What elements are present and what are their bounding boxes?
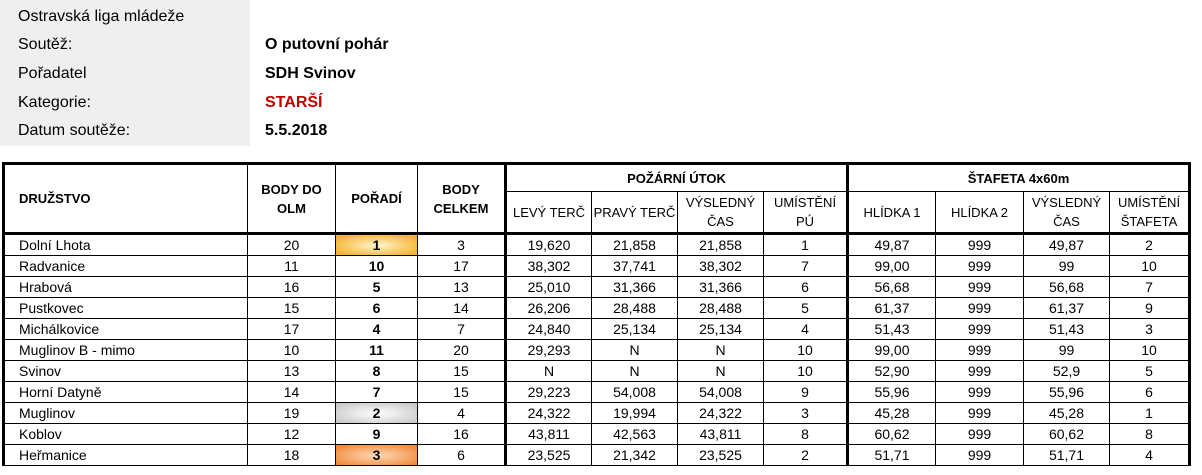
table-cell: 19,994 — [592, 403, 678, 424]
table-cell: 7 — [1110, 277, 1190, 298]
table-cell: 5 — [764, 298, 848, 319]
subheader-cell: PRAVÝ TERČ — [592, 192, 678, 234]
table-cell: 99 — [1024, 340, 1110, 361]
subheader-cell: UMÍSTĚNÍ PÚ — [764, 192, 848, 234]
table-cell: 15 — [418, 382, 506, 403]
team-name: Hrabová — [4, 277, 248, 298]
results-table — [2, 162, 1191, 466]
table-row — [4, 319, 1190, 340]
table-cell: N — [678, 340, 764, 361]
table-row — [4, 424, 1190, 445]
team-name: Dolní Lhota — [4, 234, 248, 256]
table-cell: 51,71 — [1024, 445, 1110, 466]
table-cell: 4 — [418, 403, 506, 424]
table-cell: 999 — [936, 319, 1024, 340]
group-stafeta: ŠTAFETA 4x60m — [848, 164, 1190, 192]
table-row — [4, 382, 1190, 403]
table-cell: 29,223 — [506, 382, 592, 403]
header-value: O putovní pohár — [265, 36, 389, 53]
table-cell: 999 — [936, 424, 1024, 445]
table-cell: 43,811 — [678, 424, 764, 445]
table-cell: 6 — [764, 277, 848, 298]
table-cell: 21,858 — [678, 234, 764, 256]
table-cell: 10 — [764, 340, 848, 361]
table-cell: 25,134 — [592, 319, 678, 340]
rank-cell: 6 — [336, 298, 418, 319]
table-cell: 10 — [248, 340, 336, 361]
table-cell: 49,87 — [1024, 234, 1110, 256]
table-cell: 99,00 — [848, 256, 936, 277]
table-row — [4, 361, 1190, 382]
group-pozarni-utok: POŽÁRNÍ ÚTOK — [506, 164, 848, 192]
rank-cell: 3 — [336, 445, 418, 466]
table-cell: 14 — [418, 298, 506, 319]
table-cell: 999 — [936, 445, 1024, 466]
table-cell: 56,68 — [848, 277, 936, 298]
table-cell: 15 — [248, 298, 336, 319]
table-cell: 54,008 — [678, 382, 764, 403]
rank-cell: 8 — [336, 361, 418, 382]
table-cell: 17 — [418, 256, 506, 277]
table-cell: 7 — [418, 319, 506, 340]
table-row — [4, 340, 1190, 361]
table-cell: 16 — [248, 277, 336, 298]
table-cell: 999 — [936, 361, 1024, 382]
table-row — [4, 277, 1190, 298]
table-cell: 21,858 — [592, 234, 678, 256]
team-name: Horní Datyně — [4, 382, 248, 403]
header-value: STARŠÍ — [265, 94, 323, 111]
table-cell: N — [506, 361, 592, 382]
table-cell: 45,28 — [1024, 403, 1110, 424]
table-row — [4, 445, 1190, 466]
rank-cell: 2 — [336, 403, 418, 424]
table-cell: 60,62 — [1024, 424, 1110, 445]
rank-cell: 10 — [336, 256, 418, 277]
subheader-cell: UMÍSTĚNÍ ŠTAFETA — [1110, 192, 1190, 234]
header-value: SDH Svinov — [265, 65, 356, 82]
table-cell: 51,43 — [1024, 319, 1110, 340]
table-cell: 1 — [764, 234, 848, 256]
rank-cell: 4 — [336, 319, 418, 340]
team-name: Muglinov — [4, 403, 248, 424]
table-cell: 16 — [418, 424, 506, 445]
table-cell: 12 — [248, 424, 336, 445]
table-cell: 31,366 — [678, 277, 764, 298]
table-cell: 99,00 — [848, 340, 936, 361]
table-cell: 55,96 — [848, 382, 936, 403]
table-cell: 52,9 — [1024, 361, 1110, 382]
table-cell: 999 — [936, 340, 1024, 361]
table-cell: 51,71 — [848, 445, 936, 466]
table-cell: 61,37 — [1024, 298, 1110, 319]
table-cell: 54,008 — [592, 382, 678, 403]
table-cell: 999 — [936, 277, 1024, 298]
col-body-celkem: BODY CELKEM — [418, 164, 506, 234]
rank-cell: 9 — [336, 424, 418, 445]
table-cell: 6 — [1110, 382, 1190, 403]
table-cell: 49,87 — [848, 234, 936, 256]
rank-cell: 5 — [336, 277, 418, 298]
table-cell: 3 — [764, 403, 848, 424]
table-cell: 45,28 — [848, 403, 936, 424]
col-druzstvo: DRUŽSTVO — [4, 164, 248, 234]
table-cell: 8 — [764, 424, 848, 445]
col-poradi: POŘADÍ — [336, 164, 418, 234]
table-cell: 11 — [248, 256, 336, 277]
table-cell: 38,302 — [678, 256, 764, 277]
table-cell: 999 — [936, 234, 1024, 256]
table-cell: 13 — [418, 277, 506, 298]
table-cell: 10 — [764, 361, 848, 382]
table-cell: 56,68 — [1024, 277, 1110, 298]
table-cell: 28,488 — [592, 298, 678, 319]
table-cell: 1 — [1110, 403, 1190, 424]
table-cell: 24,322 — [506, 403, 592, 424]
team-name: Radvanice — [4, 256, 248, 277]
table-cell: 4 — [764, 319, 848, 340]
table-cell: 14 — [248, 382, 336, 403]
table-cell: 37,741 — [592, 256, 678, 277]
table-cell: 9 — [1110, 298, 1190, 319]
table-cell: 60,62 — [848, 424, 936, 445]
table-cell: 28,488 — [678, 298, 764, 319]
header-label: Datum soutěže: — [18, 122, 131, 139]
header-label: Soutěž: — [18, 36, 73, 53]
table-cell: 5 — [1110, 361, 1190, 382]
table-cell: 13 — [248, 361, 336, 382]
table-row — [4, 256, 1190, 277]
table-cell: 7 — [764, 256, 848, 277]
table-cell: 999 — [936, 298, 1024, 319]
table-cell: 23,525 — [506, 445, 592, 466]
subheader-cell: LEVÝ TERČ — [506, 192, 592, 234]
table-cell: 2 — [1110, 234, 1190, 256]
table-cell: 999 — [936, 382, 1024, 403]
table-cell: 10 — [1110, 256, 1190, 277]
team-name: Pustkovec — [4, 298, 248, 319]
subheader-cell: VÝSLEDNÝ ČAS — [678, 192, 764, 234]
table-cell: 38,302 — [506, 256, 592, 277]
table-cell: 23,525 — [678, 445, 764, 466]
rank-cell: 11 — [336, 340, 418, 361]
table-cell: 29,293 — [506, 340, 592, 361]
table-cell: 43,811 — [506, 424, 592, 445]
table-cell: 20 — [248, 234, 336, 256]
subheader-cell: VÝSLEDNÝ ČAS — [1024, 192, 1110, 234]
team-name: Muglinov B - mimo — [4, 340, 248, 361]
table-cell: 99 — [1024, 256, 1110, 277]
table-cell: 10 — [1110, 340, 1190, 361]
header-label: Pořadatel — [18, 65, 87, 82]
team-name: Svinov — [4, 361, 248, 382]
table-cell: 8 — [1110, 424, 1190, 445]
table-cell: 19 — [248, 403, 336, 424]
table-cell: 55,96 — [1024, 382, 1110, 403]
table-cell: 999 — [936, 256, 1024, 277]
rank-cell: 7 — [336, 382, 418, 403]
table-cell: 17 — [248, 319, 336, 340]
table-cell: 20 — [418, 340, 506, 361]
rank-cell: 1 — [336, 234, 418, 256]
team-name: Heřmanice — [4, 445, 248, 466]
table-cell: 25,010 — [506, 277, 592, 298]
table-cell: 6 — [418, 445, 506, 466]
table-cell: 9 — [764, 382, 848, 403]
table-cell: 3 — [1110, 319, 1190, 340]
table-cell: 26,206 — [506, 298, 592, 319]
subheader-cell: HLÍDKA 2 — [936, 192, 1024, 234]
table-cell: 4 — [1110, 445, 1190, 466]
col-body-olm: BODY DO OLM — [248, 164, 336, 234]
header-value: 5.5.2018 — [265, 122, 328, 139]
table-cell: 15 — [418, 361, 506, 382]
table-cell: 21,342 — [592, 445, 678, 466]
table-row — [4, 234, 1190, 256]
table-cell: 24,840 — [506, 319, 592, 340]
table-row — [4, 403, 1190, 424]
table-cell: 42,563 — [592, 424, 678, 445]
table-cell: 31,366 — [592, 277, 678, 298]
table-cell: 51,43 — [848, 319, 936, 340]
table-cell: 18 — [248, 445, 336, 466]
table-cell: N — [592, 361, 678, 382]
table-cell: 3 — [418, 234, 506, 256]
table-cell: 25,134 — [678, 319, 764, 340]
table-cell: N — [678, 361, 764, 382]
table-cell: 61,37 — [848, 298, 936, 319]
table-cell: 999 — [936, 403, 1024, 424]
table-cell: 24,322 — [678, 403, 764, 424]
subheader-cell: HLÍDKA 1 — [848, 192, 936, 234]
table-cell: N — [592, 340, 678, 361]
table-cell: 19,620 — [506, 234, 592, 256]
team-name: Koblov — [4, 424, 248, 445]
table-cell: 52,90 — [848, 361, 936, 382]
table-cell: 2 — [764, 445, 848, 466]
header-label: Kategorie: — [18, 94, 91, 111]
league-title: Ostravská liga mládeže — [18, 8, 185, 25]
table-row — [4, 298, 1190, 319]
team-name: Michálkovice — [4, 319, 248, 340]
